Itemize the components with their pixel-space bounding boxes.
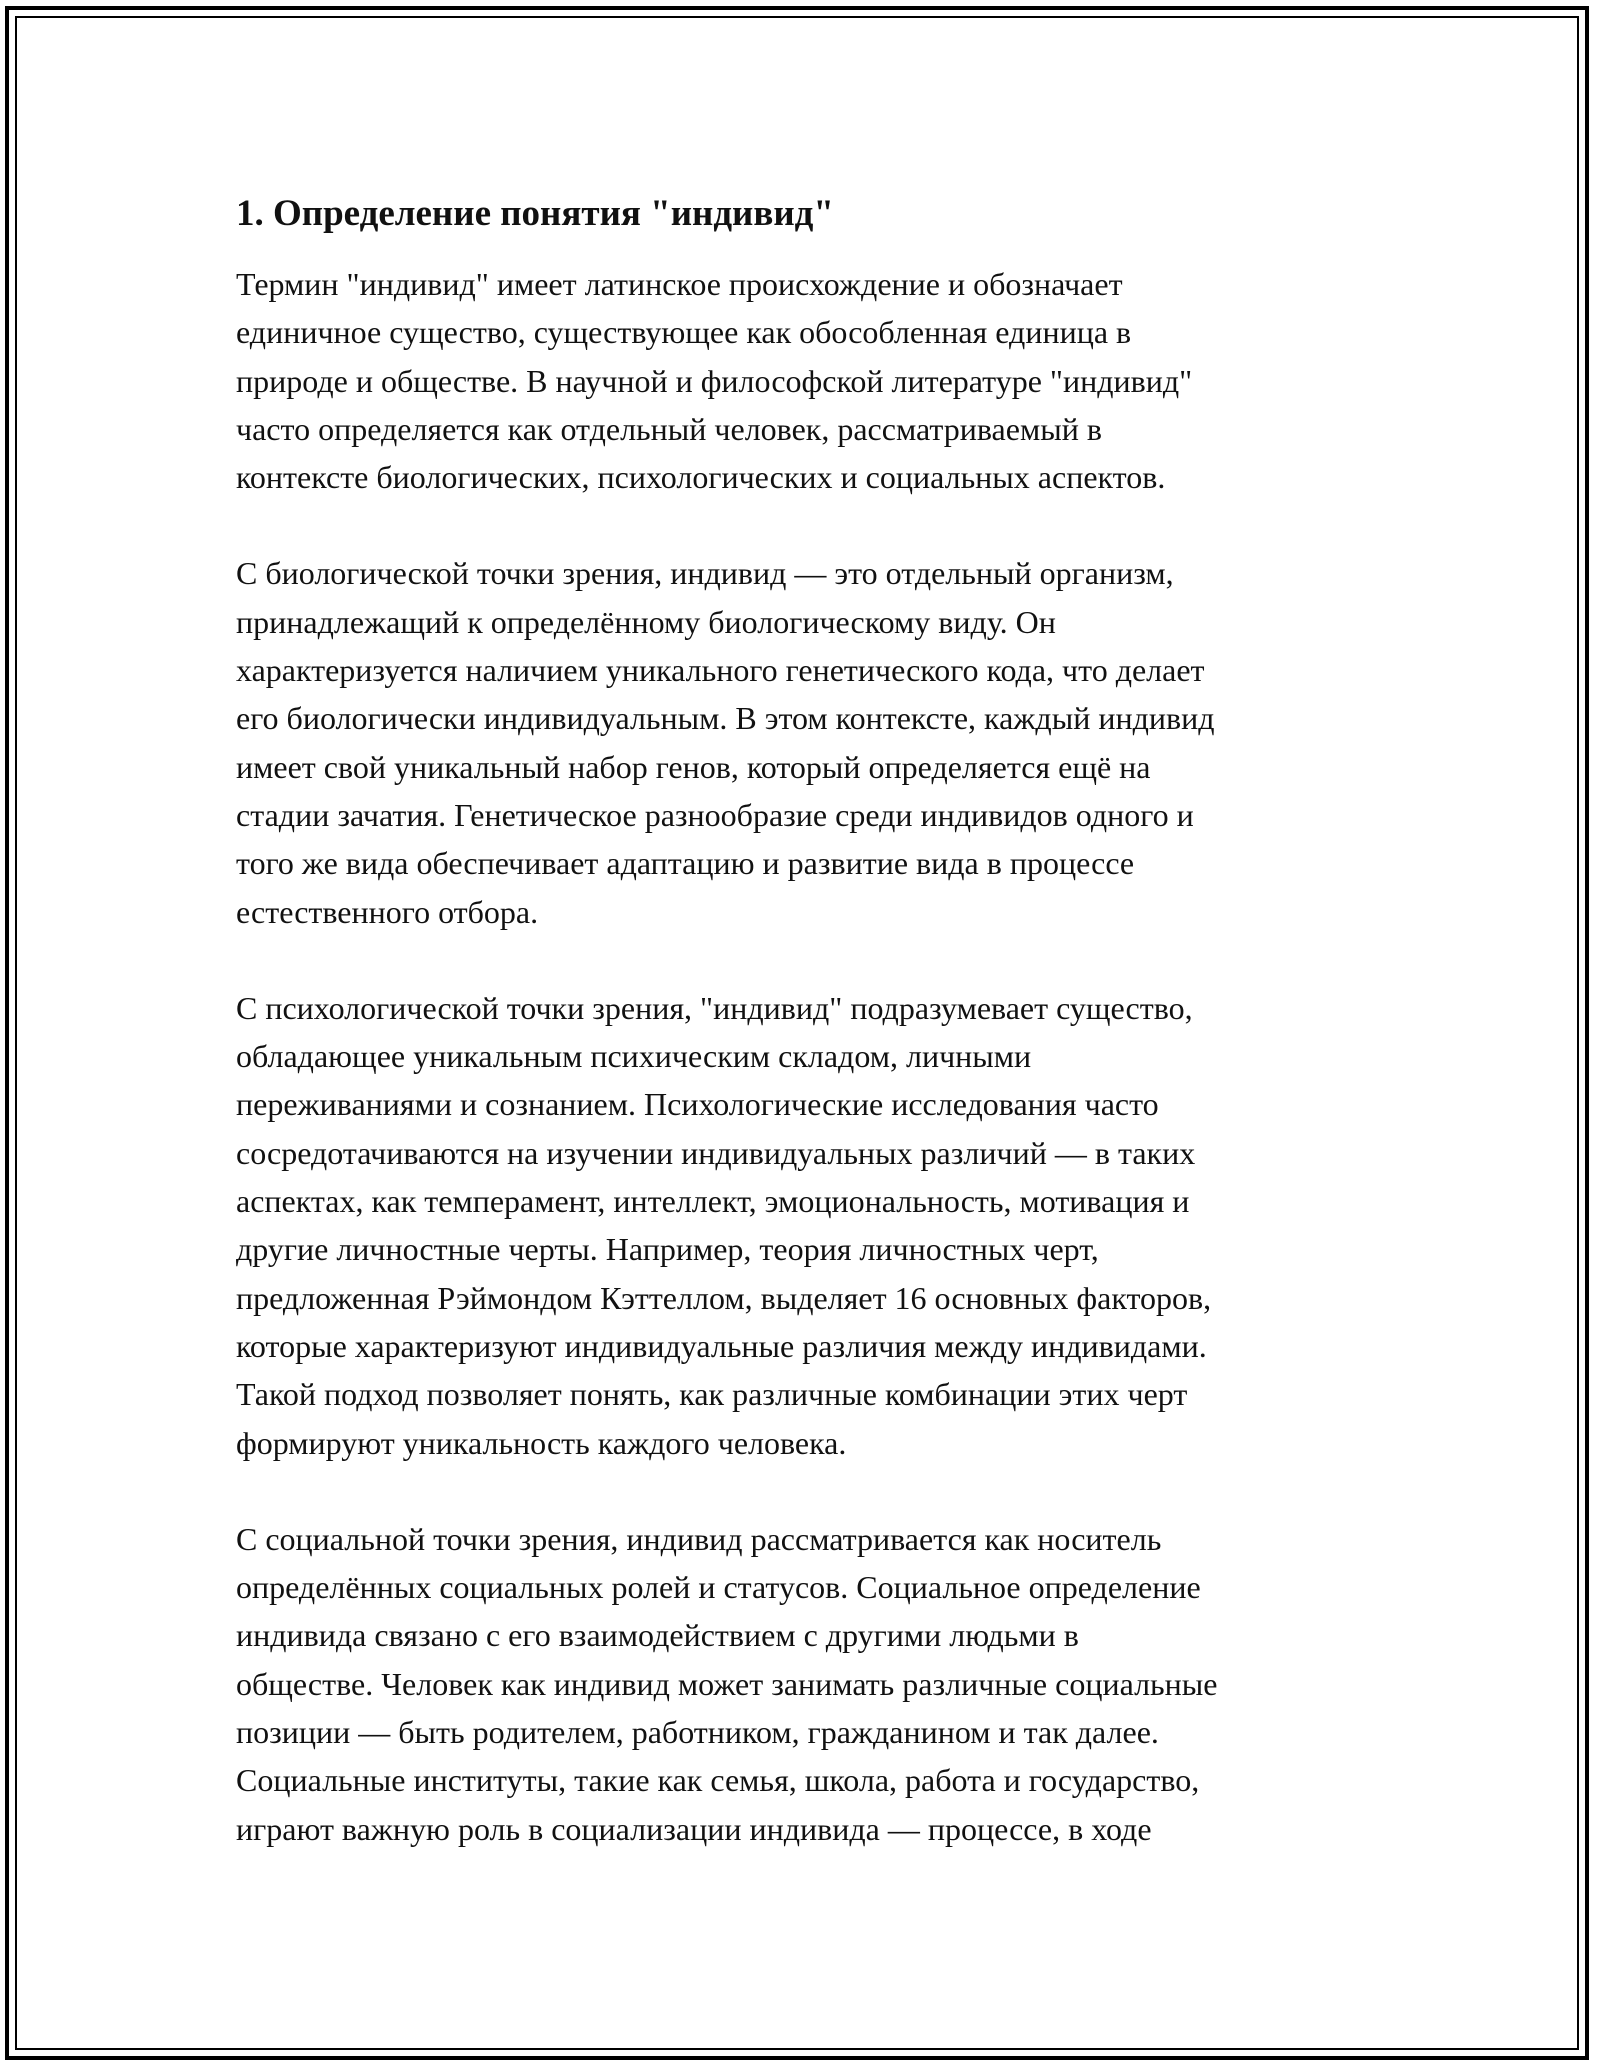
text-line: контексте биологических, психологических и социальных аспектов. bbox=[236, 459, 1166, 496]
text-line: стадии зачатия. Генетическое разнообразие среди индивидов одного и bbox=[236, 796, 1194, 833]
text-line: обладающее уникальным психическим складом, личными bbox=[236, 1038, 1032, 1075]
text-line: Такой подход позволяет понять, как различные комбинации этих черт bbox=[236, 1376, 1188, 1413]
text-line: Термин "индивид" имеет латинское происхождение и обозначает bbox=[236, 266, 1123, 302]
text-line: С психологической точки зрения, "индивид" подразумевает существо, bbox=[236, 989, 1193, 1026]
text-line: естественного отбора. bbox=[236, 893, 539, 930]
text-line: предложенная Рэймондом Кэттеллом, выделяет 16 основных факторов, bbox=[236, 1279, 1212, 1316]
text-line: С биологической точки зрения, индивид — это отдельный организм, bbox=[236, 555, 1174, 592]
text-line: сосредотачиваются на изучении индивидуальных различий — в таких bbox=[236, 1134, 1196, 1171]
text-line: другие личностные черты. Например, теория личностных черт, bbox=[236, 1231, 1099, 1268]
text-line: принадлежащий к определённому биологическому виду. Он bbox=[236, 603, 1056, 640]
text-line: формируют уникальность каждого человека. bbox=[236, 1424, 847, 1461]
text-line: С социальной точки зрения, индивид рассматривается как носитель bbox=[236, 1520, 1162, 1557]
paragraph-social bbox=[236, 1515, 1376, 1853]
text-line: индивида связано с его взаимодействием с другими людьми в bbox=[236, 1617, 1079, 1654]
document-body bbox=[236, 188, 1376, 1901]
text-line: аспектах, как темперамент, интеллект, эмоциональность, мотивация и bbox=[236, 1183, 1190, 1220]
text-line: играют важную роль в социализации индивида — процессе, в ходе bbox=[236, 1810, 1152, 1847]
paragraph-psychological bbox=[236, 984, 1376, 1467]
text-line: Социальные институты, такие как семья, школа, работа и государство, bbox=[236, 1762, 1200, 1799]
text-line: его биологически индивидуальным. В этом контексте, каждый индивид bbox=[236, 700, 1215, 737]
text-line: которые характеризуют индивидуальные различия между индивидами. bbox=[236, 1327, 1207, 1364]
text-line: обществе. Человек как индивид может занимать различные социальные bbox=[236, 1665, 1218, 1702]
paragraph-biological bbox=[236, 549, 1376, 935]
text-line: определённых социальных ролей и статусов. Социальное определение bbox=[236, 1569, 1201, 1606]
text-line: единичное существо, существующее как обособленная единица в bbox=[236, 314, 1132, 351]
text-line: позиции — быть родителем, работником, гражданином и так далее. bbox=[236, 1714, 1159, 1751]
text-line: переживаниями и сознанием. Психологические исследования часто bbox=[236, 1086, 1159, 1123]
text-line: природе и обществе. В научной и философской литературе "индивид" bbox=[236, 362, 1193, 399]
text-line: характеризуется наличием уникального генетического кода, что делает bbox=[236, 652, 1205, 689]
section-heading: 1. Определение понятия "индивид" bbox=[236, 193, 834, 234]
paragraph-intro bbox=[236, 260, 1376, 501]
text-line: того же вида обеспечивает адаптацию и развитие вида в процессе bbox=[236, 845, 1135, 882]
text-line: имеет свой уникальный набор генов, который определяется ещё на bbox=[236, 748, 1151, 785]
text-line: часто определяется как отдельный человек, рассматриваемый в bbox=[236, 410, 1102, 447]
